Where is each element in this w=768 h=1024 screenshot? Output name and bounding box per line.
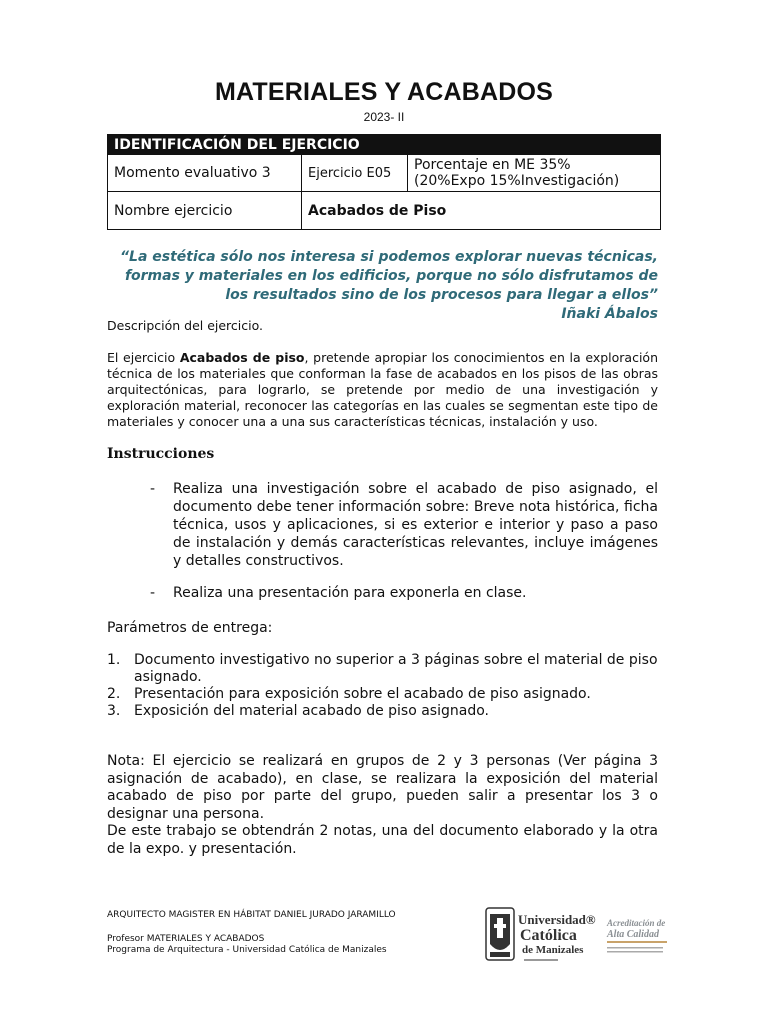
quote-author: Iñaki Ábalos (561, 306, 658, 322)
instruction-item-2 (150, 584, 658, 602)
note-block (107, 753, 658, 858)
exercise-code-cell: Ejercicio E05 (302, 155, 408, 192)
note-paragraph-1: Nota: El ejercicio se realizará en grupos de 2 y 3 personas (Ver página 3 asignación de acabado), en clase, se realizara la exposición del material acabado de piso por parte del grupo, pueden salir a presentar los 3 o designar una persona. (107, 753, 658, 822)
quote-line-1: “La estética sólo nos interesa si podemos explorar nuevas técnicas, (120, 249, 658, 265)
list-number: 1. (107, 652, 121, 668)
bullet-dash: - (150, 585, 156, 601)
academic-term: 2023- II (363, 110, 405, 124)
list-text: Exposición del material acabado de piso asignado. (134, 703, 489, 719)
list-text: Presentación para exposición sobre el acabado de piso asignado. (134, 686, 591, 702)
list-item (107, 703, 658, 720)
list-item (107, 652, 658, 686)
description-rest: , pretende apropiar los conocimientos en la exploración técnica de los materiales que conforman la fase de acabados en los pisos de las obras arquitectónicas, para lograrlo, se pretende por medio de una investigación y exploración material, reconocer las categorías en las cuales se segmentan este tipo de materiales y conocer una a una sus características técnicas, instalación y uso. (107, 350, 659, 429)
identification-table (107, 134, 661, 230)
instruction-text: Realiza una investigación sobre el acabado de piso asignado, el documento debe tener información sobre: Breve nota histórica, ficha técnica, usos y aplicaciones, si es exterior e interior y paso a paso de instalación y demás características relevantes, incluye imágenes y detalles constructivos. (173, 481, 658, 569)
acred-line-1: Acreditación de (607, 918, 666, 928)
footer-credits (107, 910, 396, 956)
description-label: Descripción del ejercicio. (107, 318, 264, 333)
exercise-name-label: Nombre ejercicio (108, 192, 302, 230)
accreditation-seal (605, 916, 669, 964)
bullet-dash: - (150, 481, 156, 497)
footer-program: Programa de Arquitectura - Universidad Católica de Manizales (107, 945, 387, 955)
instruction-text: Realiza una presentación para exponerla en clase. (173, 585, 527, 601)
list-item (107, 686, 658, 703)
description-bold-term: Acabados de piso (179, 350, 305, 365)
description-intro: El ejercicio (107, 350, 180, 365)
instruction-item-1 (150, 480, 658, 570)
note-paragraph-2: De este trabajo se obtendrán 2 notas, una del documento elaborado y la otra de la expo. y presentación. (107, 823, 658, 857)
document-title: MATERIALES Y ACABADOS (214, 78, 554, 106)
uc-line-2: Católica (520, 927, 577, 944)
uc-line-1: Universidad® (518, 912, 596, 927)
university-logo (484, 906, 602, 964)
percentage-line-1: Porcentaje en ME 35% (414, 157, 571, 173)
delivery-list (107, 652, 658, 720)
delivery-parameters-label: Parámetros de entrega: (107, 620, 273, 636)
list-text: Documento investigativo no superior a 3 páginas sobre el material de piso asignado. (134, 652, 658, 685)
quote-line-3: los resultados sino de los procesos para llegar a ellos” (225, 287, 658, 303)
description-paragraph (107, 350, 658, 430)
evaluative-moment-cell: Momento evaluativo 3 (108, 155, 302, 192)
footer-professor: Profesor MATERIALES Y ACABADOS (107, 934, 265, 944)
instructions-heading: Instrucciones (107, 446, 215, 462)
quote-line-2: formas y materiales en los edificios, porque no sólo disfrutamos de (124, 268, 658, 284)
uc-line-3: de Manizales (522, 944, 584, 956)
identification-heading: IDENTIFICACIÓN DEL EJERCICIO (108, 135, 661, 155)
exercise-name-value: Acabados de Piso (302, 192, 661, 230)
list-number: 2. (107, 686, 121, 702)
percentage-line-2: (20%Expo 15%Investigación) (414, 173, 620, 189)
percentage-cell (408, 155, 661, 192)
epigraph-quote (107, 248, 658, 324)
list-number: 3. (107, 703, 121, 719)
acred-line-2: Alta Calidad (607, 929, 659, 940)
footer-author: ARQUITECTO MAGISTER EN HÁBITAT DANIEL JURADO JARAMILLO (107, 910, 396, 920)
